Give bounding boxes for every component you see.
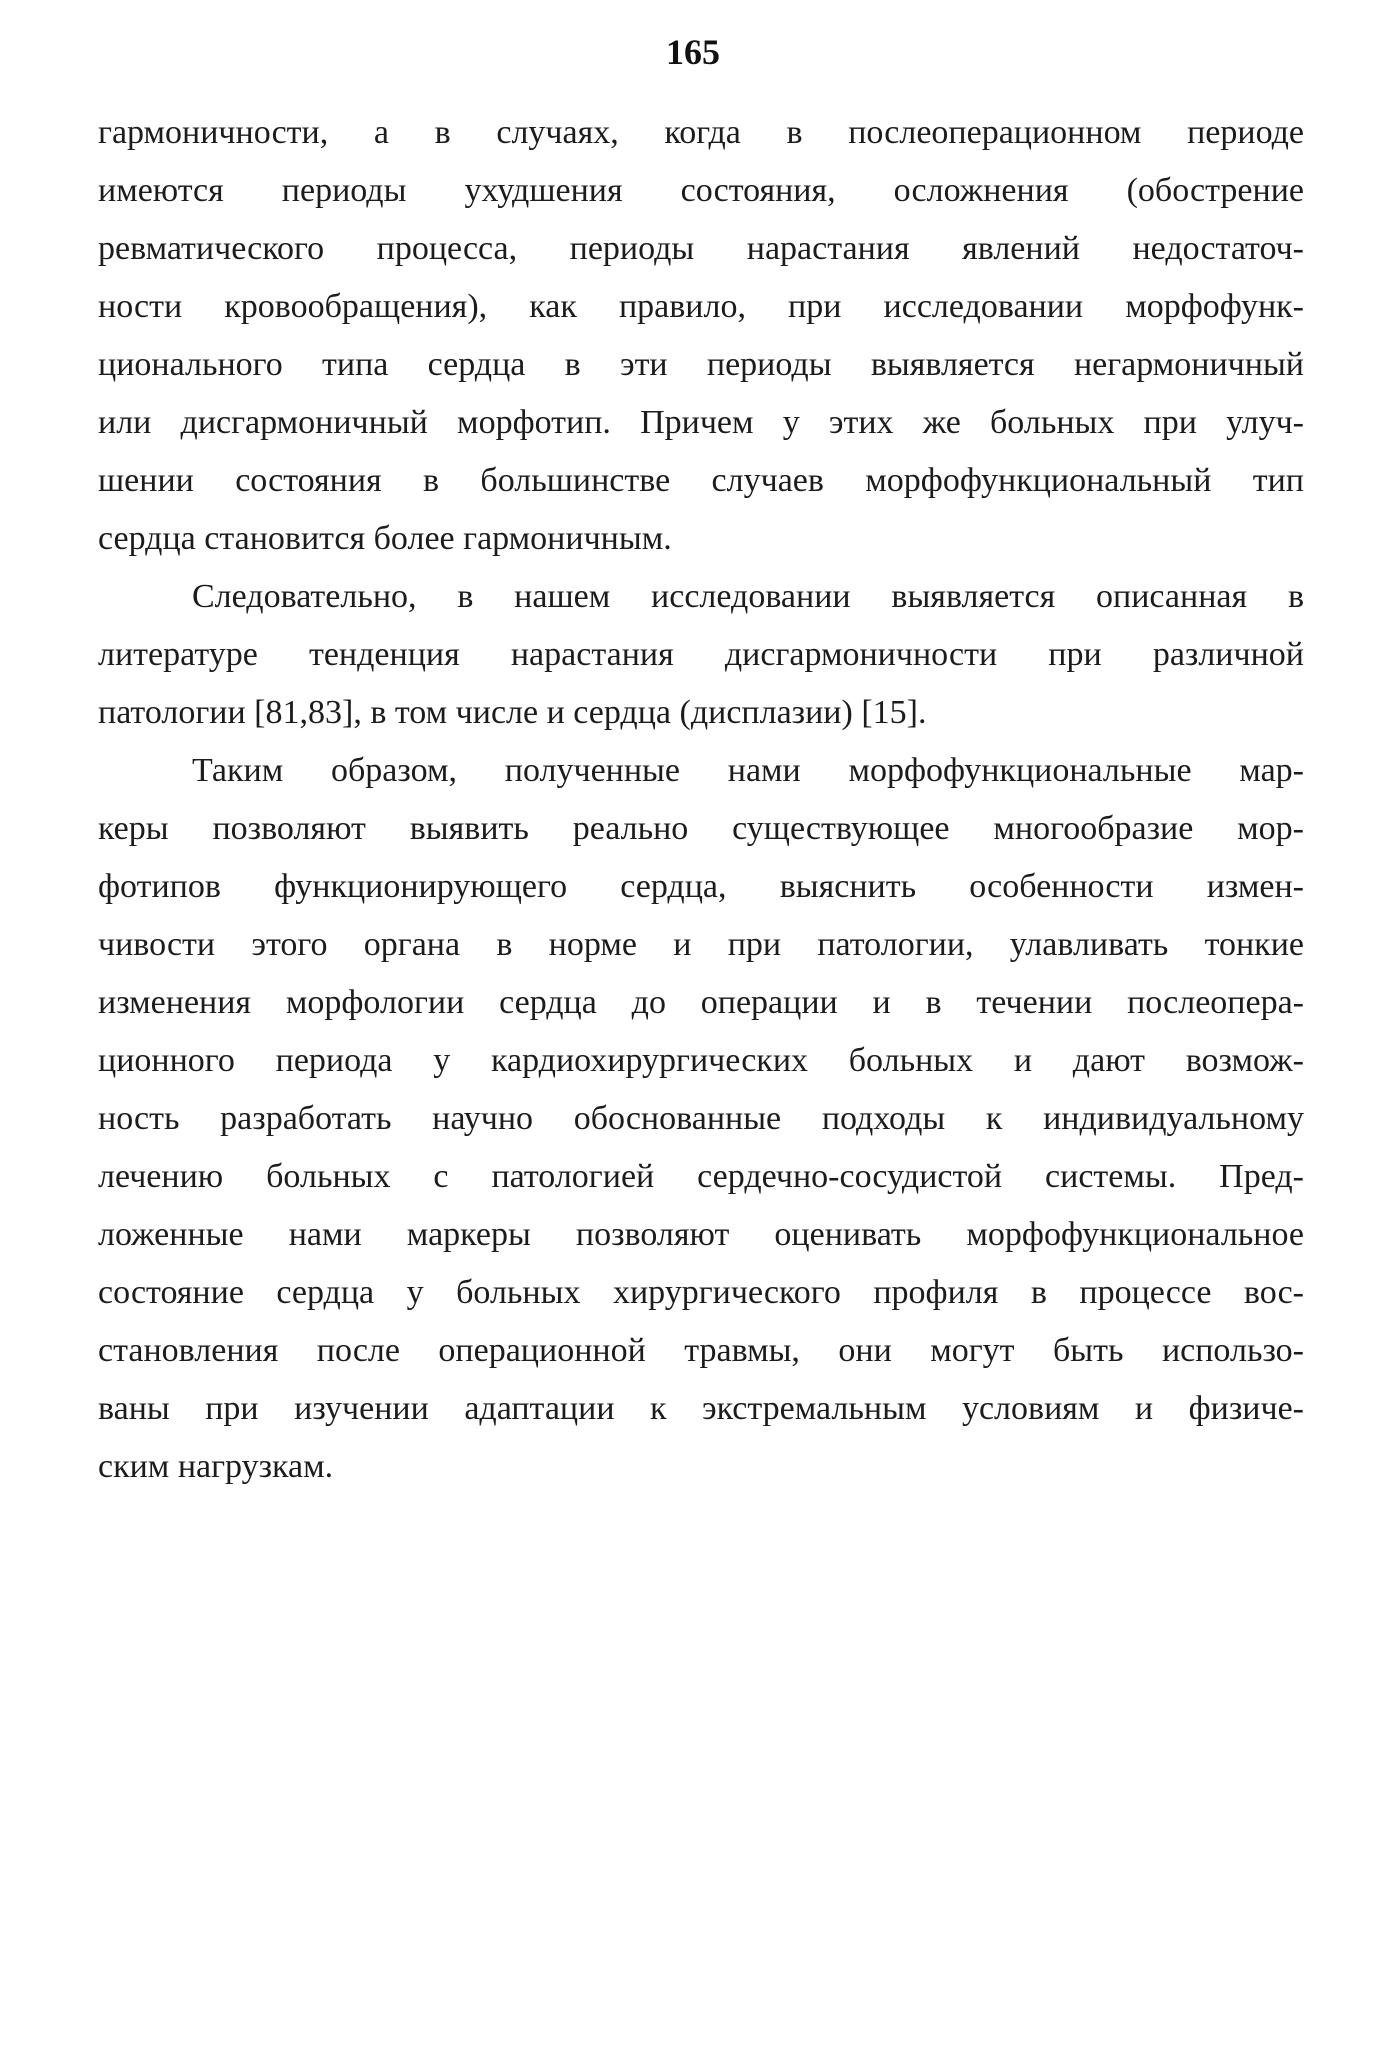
text-line: ложенные нами маркеры позволяют оценивать морфофункциональное: [98, 1216, 1304, 1253]
text-line: состояние сердца у больных хирургического профиля в процессе вос-: [98, 1274, 1304, 1311]
text-line: становления после операционной травмы, они могут быть использо-: [98, 1332, 1304, 1369]
text-line: патологии [81,83], в том числе и сердца (дисплазии) [15].: [98, 694, 927, 731]
text-line: имеются периоды ухудшения состояния, осложнения (обострение: [98, 172, 1304, 209]
paragraph-1: [98, 104, 1304, 568]
text-line: литературе тенденция нарастания дисгармоничности при различной: [98, 636, 1304, 673]
text-line: или дисгармоничный морфотип. Причем у этих же больных при улуч-: [98, 404, 1304, 441]
text-line: Таким образом, полученные нами морфофункциональные мар-: [192, 752, 1304, 789]
text-line: изменения морфологии сердца до операции и в течении послеопера-: [98, 984, 1304, 1021]
text-line: Следовательно, в нашем исследовании выявляется описанная в: [192, 578, 1304, 615]
text-line: сердца становится более гармоничным.: [98, 520, 672, 557]
paragraph-2: [98, 568, 1304, 742]
text-line: шении состояния в большинстве случаев морфофункциональный тип: [98, 462, 1304, 499]
text-line: гармоничности, а в случаях, когда в послеоперационном периоде: [98, 114, 1304, 151]
text-line: ционного периода у кардиохирургических больных и дают возмож-: [98, 1042, 1304, 1079]
page-number: 165: [666, 32, 720, 72]
text-line: фотипов функционирующего сердца, выяснить особенности измен-: [98, 868, 1304, 905]
body-text: [98, 104, 1304, 1496]
text-line: ским нагрузкам.: [98, 1448, 334, 1485]
text-line: лечению больных с патологией сердечно-сосудистой системы. Пред-: [98, 1158, 1304, 1195]
text-line: ревматического процесса, периоды нарастания явлений недостаточ-: [98, 230, 1304, 267]
text-line: керы позволяют выявить реально существующее многообразие мор-: [98, 810, 1304, 847]
text-line: ваны при изучении адаптации к экстремальным условиям и физиче-: [98, 1390, 1304, 1427]
text-line: ционального типа сердца в эти периоды выявляется негармоничный: [98, 346, 1304, 383]
text-line: чивости этого органа в норме и при патологии, улавливать тонкие: [98, 926, 1304, 963]
paragraph-3: [98, 742, 1304, 1496]
text-line: ность разработать научно обоснованные подходы к индивидуальному: [98, 1100, 1304, 1137]
text-line: ности кровообращения), как правило, при исследовании морфофунк-: [98, 288, 1304, 325]
